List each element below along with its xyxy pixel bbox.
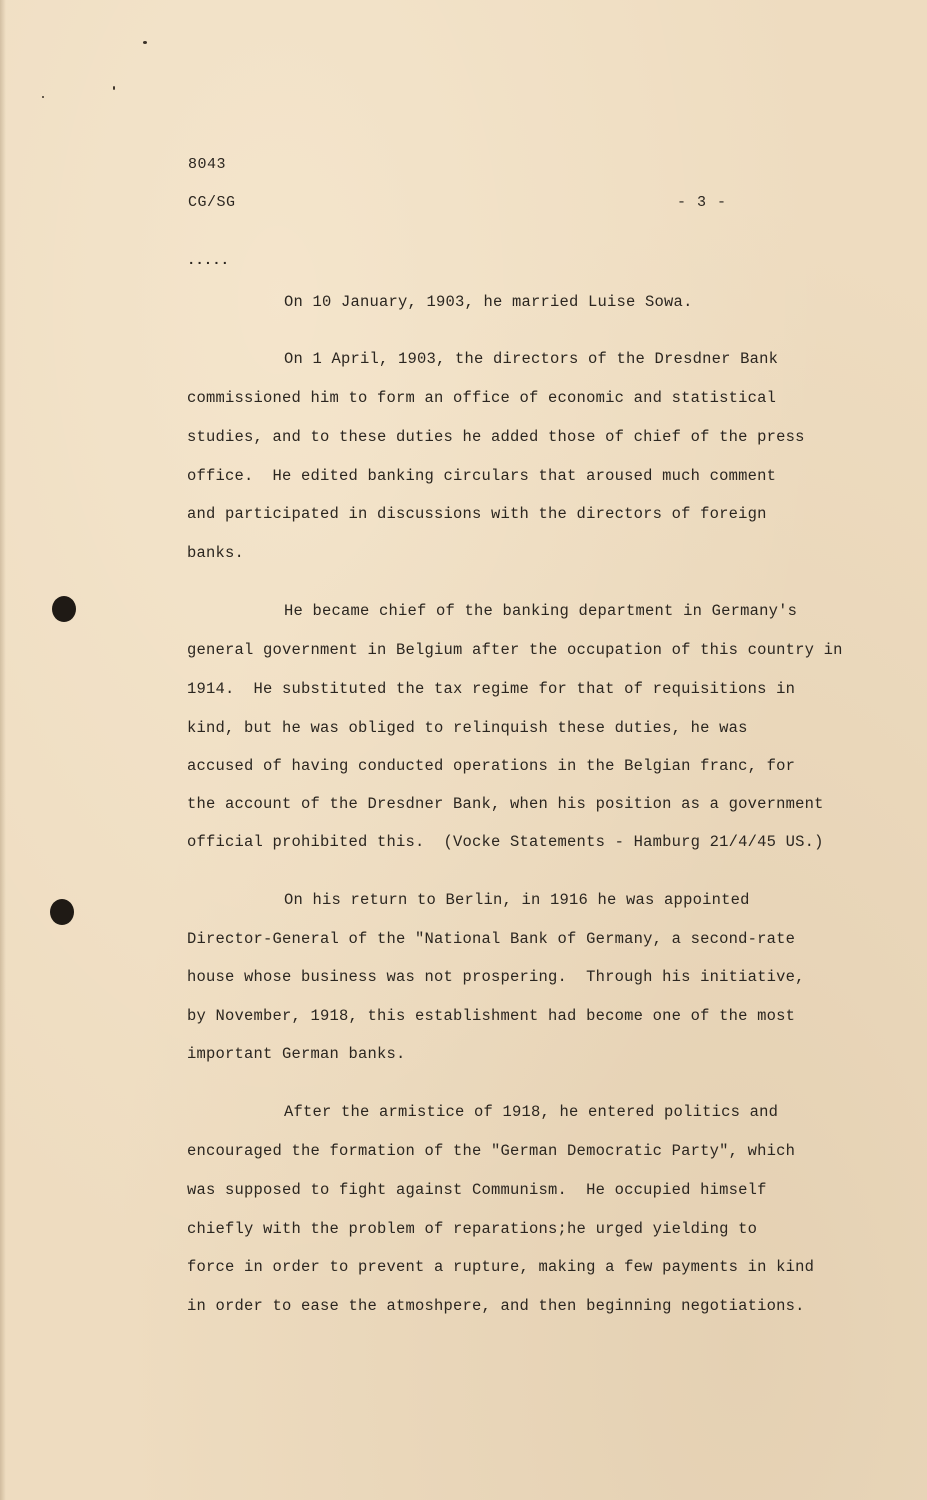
paragraph-5-line-2: encouraged the formation of the "German Democratic Party", which: [187, 1142, 796, 1160]
paragraph-1-line-1: On 10 January, 1903, he married Luise Sowa.: [284, 293, 693, 311]
paragraph-3-line-3: 1914. He substituted the tax regime for that of requisitions in: [187, 680, 796, 698]
punch-hole-top: [52, 596, 76, 622]
page-edge-shadow: [0, 0, 6, 1500]
paragraph-5-line-3: was supposed to fight against Communism. He occupied himself: [187, 1181, 767, 1199]
paragraph-2-line-6: banks.: [187, 544, 245, 562]
continuation-marker: .....: [187, 253, 230, 269]
paragraph-2-line-5: and participated in discussions with the directors of foreign: [187, 505, 767, 523]
paragraph-3-line-7: official prohibited this. (Vocke Statements - Hamburg 21/4/45 US.): [187, 833, 824, 851]
paragraph-2-line-1: On 1 April, 1903, the directors of the Dresdner Bank: [284, 350, 779, 368]
paragraph-3-line-4: kind, but he was obliged to relinquish these duties, he was: [187, 719, 748, 737]
paragraph-3-line-5: accused of having conducted operations in the Belgian franc, for: [187, 757, 796, 775]
paragraph-2-line-2: commissioned him to form an office of economic and statistical: [187, 389, 777, 407]
paragraph-2-line-3: studies, and to these duties he added those of chief of the press: [187, 428, 805, 446]
paragraph-4-line-4: by November, 1918, this establishment had become one of the most: [187, 1007, 796, 1025]
ink-speck: [143, 41, 147, 44]
ink-speck: [113, 86, 115, 90]
ink-speck: [42, 96, 44, 98]
punch-hole-bottom: [50, 899, 74, 925]
paragraph-2-line-4: office. He edited banking circulars that aroused much comment: [187, 467, 777, 485]
paragraph-3-line-6: the account of the Dresdner Bank, when his position as a government: [187, 795, 824, 813]
paragraph-5-line-5: force in order to prevent a rupture, making a few payments in kind: [187, 1258, 815, 1276]
paragraph-4-line-5: important German banks.: [187, 1045, 406, 1063]
paragraph-4-line-3: house whose business was not prospering. Through his initiative,: [187, 968, 805, 986]
paragraph-3-line-1: He became chief of the banking department in Germany's: [284, 602, 798, 620]
paragraph-4-line-1: On his return to Berlin, in 1916 he was appointed: [284, 891, 750, 909]
paragraph-5-line-6: in order to ease the atmoshpere, and then beginning negotiations.: [187, 1297, 805, 1315]
typist-initials: CG/SG: [188, 194, 236, 211]
paragraph-5-line-4: chiefly with the problem of reparations;he urged yielding to: [187, 1220, 758, 1238]
reference-number: 8043: [188, 156, 227, 173]
page-number: - 3 -: [677, 194, 728, 211]
paragraph-4-line-2: Director-General of the "National Bank of Germany, a second-rate: [187, 930, 796, 948]
paragraph-5-line-1: After the armistice of 1918, he entered politics and: [284, 1103, 779, 1121]
paragraph-3-line-2: general government in Belgium after the occupation of this country in: [187, 641, 843, 659]
